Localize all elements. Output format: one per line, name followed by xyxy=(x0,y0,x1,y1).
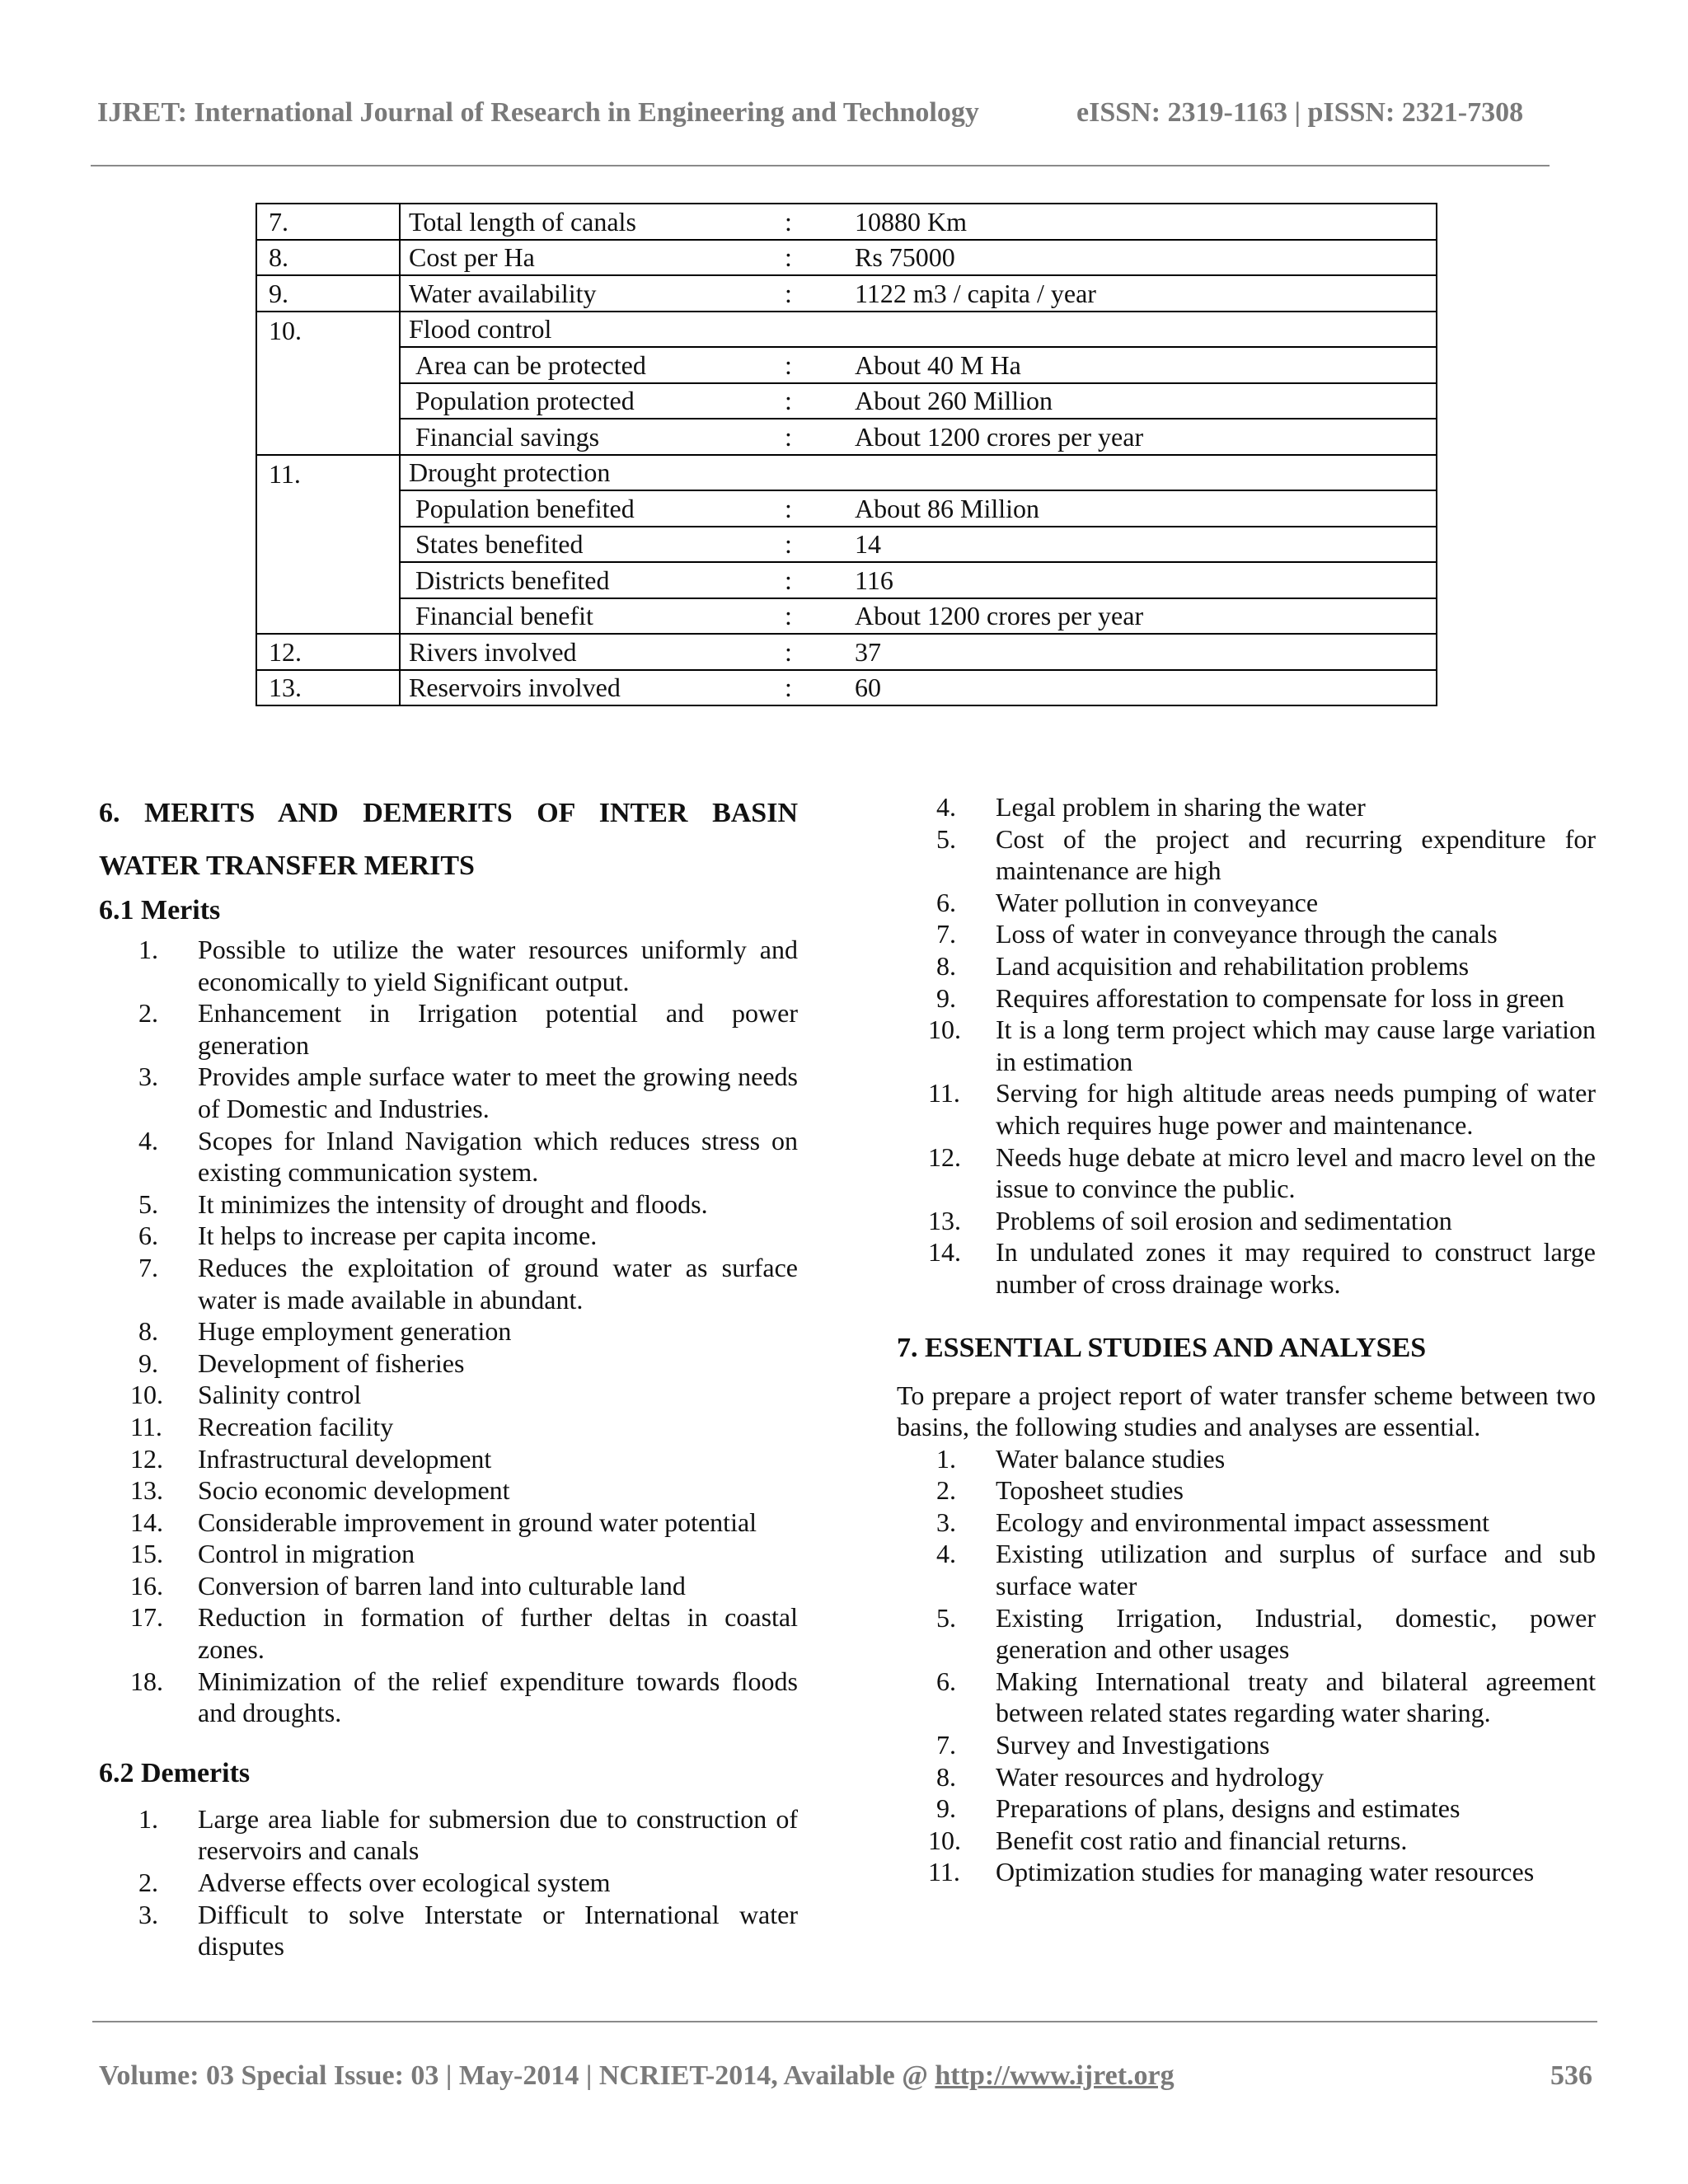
section-7-intro: To prepare a project report of water transfer scheme between two basins, the following studies and analyses are essential. xyxy=(897,1380,1596,1442)
row-colon: : xyxy=(785,278,792,308)
list-item: 7. Loss of water in conveyance through the canals xyxy=(936,919,1498,949)
table-row xyxy=(256,419,1437,455)
row-label: Population protected xyxy=(415,386,635,416)
list-item: 17. Reduction in formation of further deltas in coastal zones. xyxy=(130,1602,798,1665)
list-item: 8. Huge employment generation xyxy=(138,1316,512,1347)
table-row xyxy=(256,634,1437,670)
row-value: About 260 Million xyxy=(855,386,1053,416)
running-footer xyxy=(99,2060,1592,2092)
list-item: 11. Optimization studies for managing water resources xyxy=(928,1857,1535,1887)
list-item: 13. Problems of soil erosion and sedimentation xyxy=(928,1205,1452,1235)
demerits-list xyxy=(99,1803,798,1962)
row-label: Reservoirs involved xyxy=(409,673,621,703)
list-item: 12. Infrastructural development xyxy=(130,1443,492,1474)
row-value: 1122 m3 / capita / year xyxy=(855,278,1096,308)
list-item: 9. Preparations of plans, designs and estimates xyxy=(936,1793,1461,1824)
row-colon: : xyxy=(785,565,792,595)
list-item: 5. Cost of the project and recurring expenditure for maintenance are high xyxy=(936,823,1596,886)
row-number: 12. xyxy=(256,634,400,670)
project-stats-table xyxy=(256,203,1437,706)
row-label: Financial savings xyxy=(415,421,600,452)
page-number: 536 xyxy=(1550,2060,1592,2091)
row-colon: : xyxy=(785,601,792,631)
row-value: About 86 Million xyxy=(855,493,1040,523)
table-row xyxy=(256,204,1437,240)
journal-title: IJRET: International Journal of Research in Engineering and Technology xyxy=(97,97,979,128)
studies-list xyxy=(897,1443,1596,1888)
list-item: 9. Development of fisheries xyxy=(138,1347,465,1378)
row-colon: : xyxy=(785,386,792,416)
list-item: 18. Minimization of the relief expenditure towards floods and droughts. xyxy=(130,1666,798,1728)
row-value: 37 xyxy=(855,636,881,667)
row-number: 8. xyxy=(256,240,400,276)
row-value: 60 xyxy=(855,673,881,703)
list-item: 16. Conversion of barren land into culturable land xyxy=(130,1570,686,1601)
row-number: 11. xyxy=(256,455,400,635)
list-item: 2. Adverse effects over ecological system xyxy=(138,1868,611,1898)
footer-divider xyxy=(92,2021,1597,2022)
row-value: 10880 Km xyxy=(855,206,967,237)
row-label: Rivers involved xyxy=(409,636,577,667)
list-item: 4. Existing utilization and surplus of surface and sub surface water xyxy=(936,1539,1596,1601)
list-item: 2. Toposheet studies xyxy=(936,1475,1184,1506)
list-item: 10. Benefit cost ratio and financial returns. xyxy=(928,1825,1408,1855)
demerits-list-continued xyxy=(897,791,1596,1301)
row-label: States benefited xyxy=(415,529,584,560)
row-number: 7. xyxy=(256,204,400,240)
row-number: 10. xyxy=(256,312,400,455)
list-item: 1. Possible to utilize the water resources uniformly and economically to yield Significant output. xyxy=(138,935,798,996)
row-value: 14 xyxy=(855,529,881,560)
list-item: 3. Provides ample surface water to meet the growing needs of Domestic and Industries. xyxy=(138,1062,798,1123)
row-colon: : xyxy=(785,673,792,703)
row-number: 13. xyxy=(256,670,400,706)
list-item: 11. Recreation facility xyxy=(130,1411,394,1441)
list-item: 3. Difficult to solve Interstate or International water disputes xyxy=(138,1899,798,1961)
merits-heading: 6.1 Merits xyxy=(99,895,221,926)
list-item: 1. Water balance studies xyxy=(936,1443,1226,1474)
list-item: 5. Existing Irrigation, Industrial, domestic, power generation and other usages xyxy=(936,1602,1596,1665)
table-row xyxy=(256,455,1437,491)
row-value: 116 xyxy=(855,565,893,595)
list-item: 1. Large area liable for submersion due to construction of reservoirs and canals xyxy=(138,1803,798,1866)
list-item: 4. Scopes for Inland Navigation which reduces stress on existing communication system. xyxy=(138,1125,798,1188)
footer-text: Volume: 03 Special Issue: 03 | May-2014 | NCRIET-2014, Available @ xyxy=(99,2060,935,2091)
section-6-heading: 6. MERITS AND DEMERITS OF INTER BASIN WATER TRANSFER MERITS xyxy=(99,798,798,881)
list-item: 13. Socio economic development xyxy=(130,1475,510,1506)
table-row xyxy=(256,490,1437,527)
row-colon: : xyxy=(785,493,792,523)
table-row xyxy=(256,240,1437,276)
row-colon: : xyxy=(785,636,792,667)
row-value: About 1200 crores per year xyxy=(855,601,1144,631)
list-item: 8. Land acquisition and rehabilitation problems xyxy=(936,950,1470,981)
list-item: 10. It is a long term project which may cause large variation in estimation xyxy=(928,1015,1596,1076)
table-row xyxy=(256,383,1437,419)
row-label: Total length of canals xyxy=(409,206,636,237)
journal-link[interactable]: http://www.ijret.org xyxy=(935,2060,1175,2091)
row-colon: : xyxy=(785,349,792,380)
list-item: 12. Needs huge debate at micro level and macro level on the issue to convince the public. xyxy=(928,1141,1596,1204)
list-item: 4. Legal problem in sharing the water xyxy=(936,792,1366,822)
list-item: 9. Requires afforestation to compensate for loss in green xyxy=(936,982,1564,1013)
list-item: 3. Ecology and environmental impact assessment xyxy=(936,1507,1489,1537)
row-label: Area can be protected xyxy=(415,349,646,380)
list-item: 6. Water pollution in conveyance xyxy=(936,887,1319,917)
right-column xyxy=(897,791,1596,1888)
row-value: About 40 M Ha xyxy=(855,349,1021,380)
table-row xyxy=(256,562,1437,598)
table-row xyxy=(256,670,1437,706)
group-label: Flood control xyxy=(409,314,552,344)
row-label: Population benefited xyxy=(415,493,635,523)
list-item: 11. Serving for high altitude areas needs pumping of water which requires huge power and maintenance. xyxy=(928,1078,1596,1140)
row-colon: : xyxy=(785,421,792,452)
list-item: 15. Control in migration xyxy=(130,1539,415,1569)
demerits-heading: 6.2 Demerits xyxy=(99,1757,251,1788)
list-item: 14. In undulated zones it may required to construct large number of cross drainage works. xyxy=(928,1237,1596,1299)
table-row xyxy=(256,312,1437,348)
table-row xyxy=(256,347,1437,383)
row-value: Rs 75000 xyxy=(855,242,955,273)
table-row xyxy=(256,275,1437,312)
row-number: 9. xyxy=(256,275,400,312)
list-item: 14. Considerable improvement in ground water potential xyxy=(130,1507,757,1537)
row-value: About 1200 crores per year xyxy=(855,421,1144,452)
section-7-heading: 7. ESSENTIAL STUDIES AND ANALYSES xyxy=(897,1332,1427,1363)
row-label: Water availability xyxy=(409,278,597,308)
issn-numbers: eISSN: 2319-1163 | pISSN: 2321-7308 xyxy=(1076,97,1524,128)
merits-list xyxy=(99,934,798,1729)
row-colon: : xyxy=(785,529,792,560)
row-label: Cost per Ha xyxy=(409,242,535,273)
list-item: 6. It helps to increase per capita income. xyxy=(138,1221,598,1251)
running-header xyxy=(97,97,1548,129)
list-item: 10. Salinity control xyxy=(130,1380,362,1410)
row-colon: : xyxy=(785,242,792,273)
list-item: 2. Enhancement in Irrigation potential and power generation xyxy=(138,998,798,1060)
table-row xyxy=(256,598,1437,635)
row-colon: : xyxy=(785,206,792,237)
list-item: 8. Water resources and hydrology xyxy=(936,1761,1325,1792)
row-label: Financial benefit xyxy=(415,601,593,631)
group-label: Drought protection xyxy=(409,457,611,488)
table-row xyxy=(256,527,1437,563)
list-item: 7. Survey and Investigations xyxy=(936,1730,1270,1760)
list-item: 5. It minimizes the intensity of drought and floods. xyxy=(138,1188,708,1219)
left-column xyxy=(99,787,798,1962)
list-item: 7. Reduces the exploitation of ground water as surface water is made available in abundant. xyxy=(138,1252,798,1315)
row-label: Districts benefited xyxy=(415,565,610,595)
list-item: 6. Making International treaty and bilateral agreement between related states regarding water sharing. xyxy=(936,1666,1596,1728)
header-divider xyxy=(91,165,1550,166)
